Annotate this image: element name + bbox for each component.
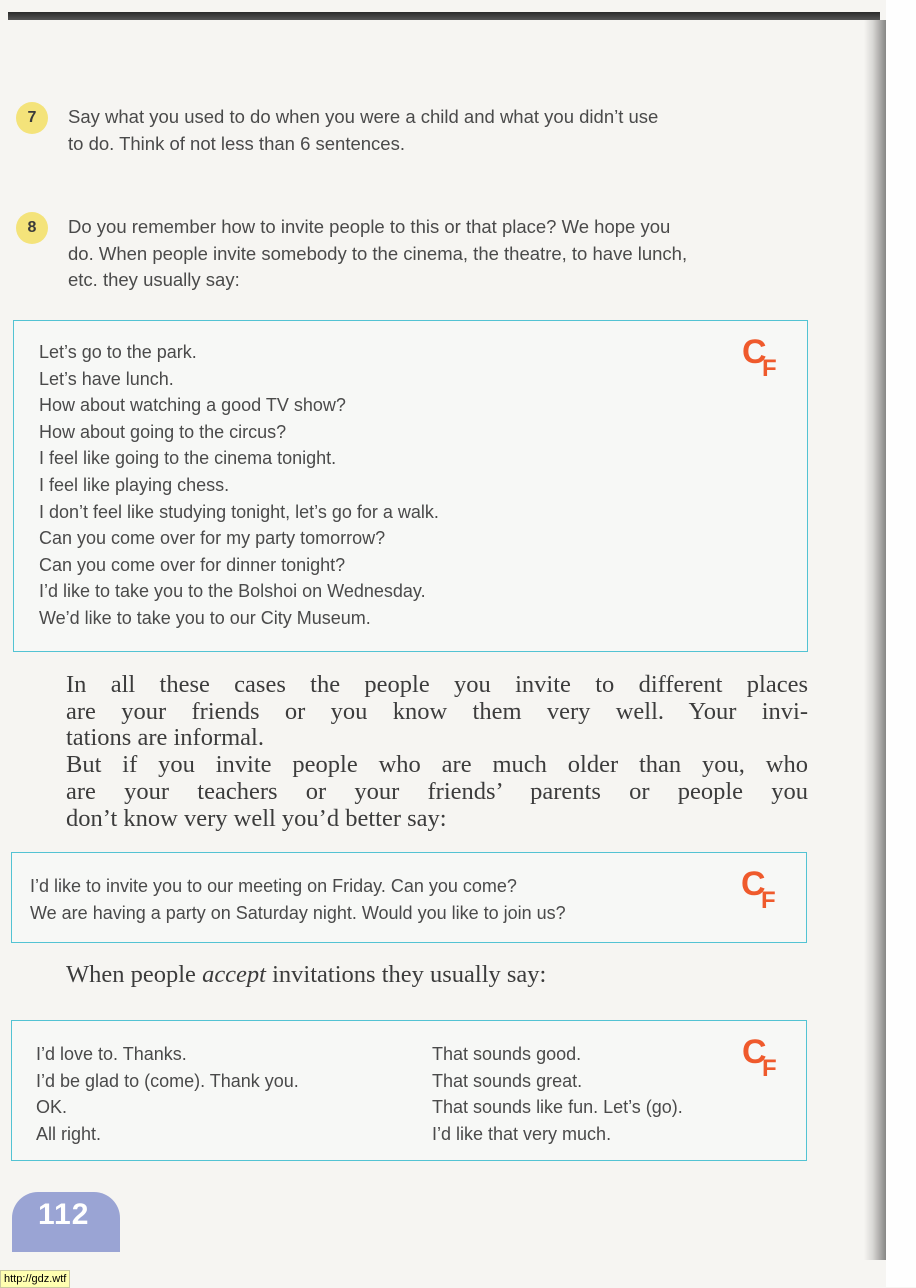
phrase-line: That sounds like fun. Let’s (go). (432, 1097, 683, 1118)
page-spine-shadow (864, 20, 886, 1260)
phrase-line: All right. (36, 1123, 102, 1144)
phrase-line: I feel like playing chess. (39, 474, 230, 495)
paragraph-line: are your friends or you know them very well. Your invi- (66, 697, 808, 725)
phrase-line: I’d like that very much. (432, 1123, 612, 1144)
exercise-number-badge: 8 (16, 212, 48, 244)
exercise-instruction (68, 104, 812, 157)
top-edge-bar (8, 12, 880, 20)
phrase-line: That sounds good. (432, 1044, 582, 1064)
instruction-line: etc. they usually say: (68, 269, 240, 290)
phrase-line: I don’t feel like studying tonight, let’s go for a walk. (39, 501, 439, 522)
exercise-instruction (68, 214, 812, 294)
phrase-line: That sounds great. (432, 1070, 583, 1091)
paragraph-line: In all these cases the people you invite to different places (66, 671, 808, 698)
phrase-line: OK. (36, 1097, 68, 1118)
watermark-link[interactable]: http://gdz.wtf (0, 1270, 70, 1288)
phrase-line: Can you come over for my party tomorrow? (39, 528, 386, 549)
accept-phrases-box (11, 1020, 807, 1161)
paragraph-line: are your teachers or your friends’ parents or people you (66, 777, 808, 805)
paragraph-line: don’t know very well you’d better say: (66, 804, 447, 832)
accept-intro-paragraph (66, 962, 808, 989)
phrase-line: We’d like to take you to our City Museum. (39, 607, 371, 628)
paragraph-line: But if you invite people who are much older than you, who (66, 751, 808, 779)
accept-list-right (432, 1041, 683, 1147)
phrase-line: I’d be glad to (come). Thank you. (36, 1070, 299, 1091)
paragraph-line: When people accept invitations they usually say: (66, 961, 547, 988)
cf-logo-icon: C F (742, 1033, 777, 1082)
accept-list-left (36, 1041, 299, 1147)
phrase-line: Let’s go to the park. (39, 342, 197, 362)
phrase-line: I’d love to. Thanks. (36, 1044, 187, 1064)
phrase-line: I’d like to invite you to our meeting on Friday. Can you come? (30, 876, 517, 896)
cf-logo-icon: C F (742, 333, 777, 382)
phrase-line: I feel like going to the cinema tonight. (39, 448, 337, 469)
page-margin-right (886, 0, 916, 1287)
instruction-line: to do. Think of not less than 6 sentences. (68, 132, 405, 154)
exercise-number-badge: 7 (16, 102, 48, 134)
explanation-paragraph (66, 672, 808, 832)
phrase-line: How about going to the circus? (39, 421, 287, 442)
paragraph-line: tations are informal. (66, 724, 264, 752)
page-number: 112 (38, 1198, 90, 1231)
instruction-line: do. When people invite somebody to the cinema, the theatre, to have lunch, (68, 242, 688, 264)
informal-invitations-box (13, 320, 808, 652)
phrase-line: How about watching a good TV show? (39, 395, 346, 416)
instruction-line: Say what you used to do when you were a child and what you didn’t use (68, 106, 659, 127)
formal-invitations-box (11, 852, 807, 943)
instruction-line: Do you remember how to invite people to this or that place? We hope you (68, 216, 671, 237)
phrase-line: Let’s have lunch. (39, 368, 174, 389)
phrase-line: I’d like to take you to the Bolshoi on Wednesday. (39, 581, 426, 602)
phrase-list (39, 339, 439, 632)
phrase-line: We are having a party on Saturday night. Would you like to join us? (30, 902, 566, 923)
phrase-list (30, 873, 566, 926)
phrase-line: Can you come over for dinner tonight? (39, 554, 346, 575)
emphasis-accept: accept (202, 961, 266, 988)
cf-logo-icon: C F (741, 865, 776, 914)
